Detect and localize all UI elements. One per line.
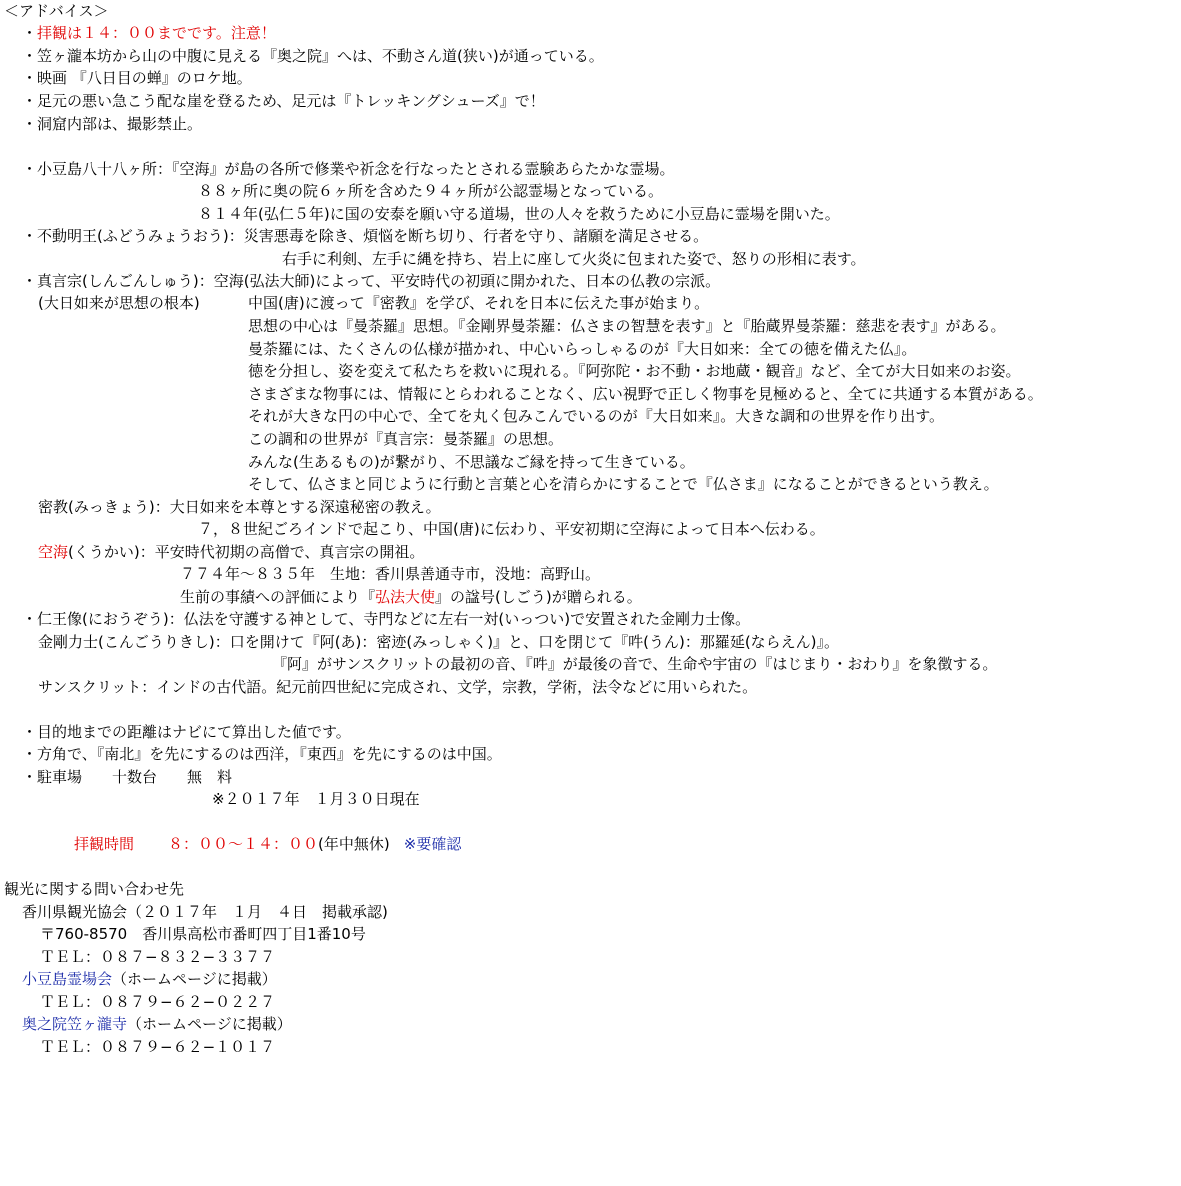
kukai-name: 空海: [38, 543, 69, 561]
kobo-daishi-name: 弘法大使: [375, 588, 436, 606]
misc-line: ・方角で、『南北』を先にするのは西洋，『東西』を先にするのは中国。: [22, 745, 502, 763]
kukai-line: 空海(くうかい)：平安時代初期の高僧で、真言宗の開祖。: [38, 543, 425, 561]
hours-warning: 拝観は１４：００までです。注意！: [37, 24, 276, 42]
shingon-line: ・真言宗(しんごんしゅう)：空海(弘法大師)によって、平安時代の初頭に開かれた、日本の仏教の宗派。: [22, 272, 721, 290]
nio-line: 金剛力士(こんごうりきし)：口を開けて『阿(あ)：密迹(みっしゃく)』と、口を閉じて『吽(うん)：那羅延(ならえん)』。: [38, 633, 840, 651]
mikkyo-line: ７，８世紀ごろインドで起こり、中国(唐)に伝わり、平安初期に空海によって日本へ伝わる。: [198, 520, 825, 538]
shingon-line: そして、仏さまと同じように行動と言葉と心を清らかにすることで『仏さま』になることができるという教え。: [248, 475, 999, 493]
hours-note: (年中無休): [318, 835, 390, 853]
contact-heading: 観光に関する問い合わせ先: [4, 880, 185, 898]
okunoin-tel: ＴＥＬ：０８７９−６２−１０１７: [40, 1038, 276, 1056]
shingon-line: 中国(唐)に渡って『密教』を学び、それを日本に伝えた事が始まり。: [248, 294, 710, 312]
shingon-subtitle: (大日如来が思想の根本): [38, 294, 200, 312]
reijo-line: 小豆島霊場会（ホームページに掲載）: [22, 970, 277, 988]
shingon-line: さまざまな物事には、情報にとらわれることなく、広い視野で正しく物事を見極めると、全てに共通する本質がある。: [248, 385, 1043, 403]
shingon-line: この調和の世界が『真言宗：曼荼羅』の思想。: [248, 430, 564, 448]
parking-line: ・駐車場 十数台 無 料: [22, 768, 233, 786]
shingon-line: 曼荼羅には、たくさんの仏様が描かれ、中心いらっしゃるのが『大日如来：全ての徳を備えた仏』。: [248, 340, 917, 358]
kanko-association: 香川県観光協会（２０１７年 １月 ４日 掲載承認): [22, 903, 388, 921]
reijo-tel: ＴＥＬ：０８７９−６２−０２２７: [40, 993, 276, 1011]
confirm-note: ※要確認: [403, 835, 462, 853]
fudo-line: ・不動明王(ふどうみょうおう)：災害悪毒を除き、煩悩を断ち切り、行者を守り、諸願を満足させる。: [22, 227, 709, 245]
advice-item-movie: ・映画 『八日目の蝉』のロケ地。: [22, 69, 252, 87]
nio-line: サンスクリット：インドの古代語。紀元前四世紀に完成され、文学，宗教，学術，法令などに用いられた。: [38, 678, 758, 696]
kanko-address: 〒760-8570 香川県高松市番町四丁目1番10号: [40, 925, 366, 943]
okunoin-line: 奥之院笠ヶ瀧寺（ホームページに掲載）: [22, 1015, 292, 1033]
misc-line: ・目的地までの距離はナビにて算出した値です。: [22, 723, 351, 741]
hours-label: 拝観時間: [74, 835, 135, 853]
kukai-title: 生前の事績への評価により『弘法大使』の諡号(しごう)が贈られる。: [180, 588, 642, 606]
advice-item-shoes: ・足元の悪い急こう配な崖を登るため、足元は『トレッキングシューズ』で！: [22, 92, 545, 110]
bullet: ・: [22, 24, 38, 42]
shingon-line: みんな(生あるもの)が繋がり、不思議なご縁を持って生きている。: [248, 453, 695, 471]
parking-date: ※２０１７年 １月３０日現在: [212, 790, 420, 808]
shingon-line: それが大きな円の中心で、全てを丸く包みこんでいるのが『大日如来』。大きな調和の世界を作り出す。: [248, 407, 945, 425]
kukai-dates: ７７４年〜８３５年 生地：香川県善通寺市，没地：高野山。: [180, 565, 601, 583]
shodoshima-line: ・小豆島八十八ヶ所：『空海』が島の各所で修業や祈念を行なったとされる霊験あらたかな霊場。: [22, 160, 675, 178]
reijo-link[interactable]: 小豆島霊場会: [22, 970, 113, 988]
advice-item-hours: [22, 22, 276, 44]
shingon-line: 思想の中心は『曼荼羅』思想。『金剛界曼荼羅：仏さまの智慧を表す』と『胎蔵界曼荼羅：慈悲を表す』がある。: [248, 317, 1006, 335]
shodoshima-line: ８１４年(弘仁５年)に国の安泰を願い守る道場，世の人々を救うために小豆島に霊場を開いた。: [198, 205, 840, 223]
hours-time: ８：００〜１４：００: [168, 835, 319, 853]
fudo-line: 右手に利剣、左手に縄を持ち、岩上に座して火炎に包まれた姿で、怒りの形相に表す。: [282, 250, 866, 268]
shodoshima-line: ８８ヶ所に奥の院６ヶ所を含めた９４ヶ所が公認霊場となっている。: [198, 182, 664, 200]
advice-heading: ＜アドバイス＞: [4, 2, 109, 20]
visiting-hours: [74, 833, 461, 855]
nio-line: ・仁王像(におうぞう)：仏法を守護する神として、寺門などに左右一対(いっつい)で安置された金剛力士像。: [22, 610, 751, 628]
advice-item-road: ・笠ヶ瀧本坊から山の中腹に見える『奥之院』へは、不動さん道(狭い)が通っている。: [22, 47, 604, 65]
kanko-tel: ＴＥＬ：０８７−８３２−３３７７: [40, 948, 276, 966]
okunoin-link[interactable]: 奥之院笠ヶ瀧寺: [22, 1015, 128, 1033]
advice-item-photo: ・洞窟内部は、撮影禁止。: [22, 115, 203, 133]
shingon-line: 徳を分担し、姿を変えて私たちを救いに現れる。『阿弥陀・お不動・お地蔵・観音』など、全てが大日如来のお姿。: [248, 362, 1021, 380]
nio-line: 『阿』がサンスクリットの最初の音、『吽』が最後の音で、生命や宇宙の『はじまり・おわり』を象徴する。: [272, 655, 998, 673]
mikkyo-line: 密教(みっきょう)：大日如来を本尊とする深遠秘密の教え。: [38, 498, 441, 516]
